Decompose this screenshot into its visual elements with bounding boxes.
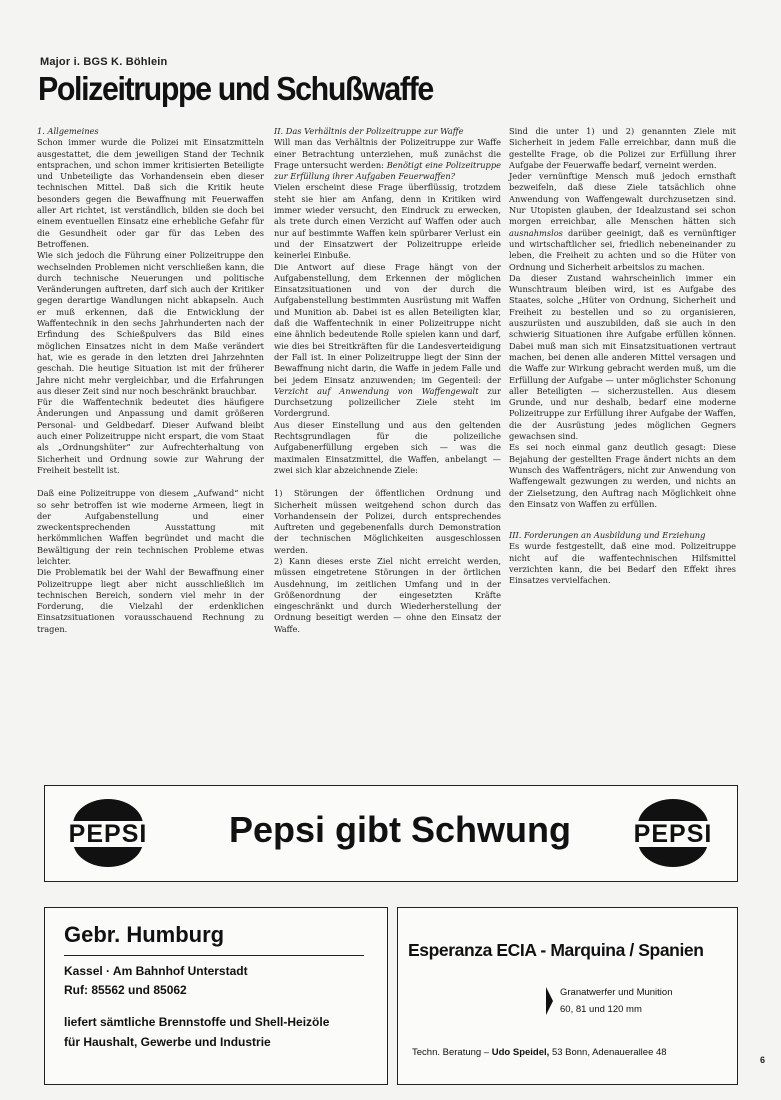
paragraph	[274, 262, 501, 420]
company-name: Gebr. Humburg	[64, 922, 225, 947]
pepsi-logo-icon	[620, 799, 726, 867]
arrow-mark-icon	[546, 987, 553, 1015]
paragraph-text: darüber geeinigt, daß es vernünftiger und wirtschaftlicher sei, friedlich nebeneinander zu leben, die Freiheit zu achten und so die Hüter von Ordnung und Sicherheit arbeitslos zu machen.	[509, 227, 736, 272]
article-author: Major i. BGS K. Böhlein	[40, 56, 168, 68]
paragraph: Schon immer wurde die Polizei mit Einsatzmitteln ausgestattet, die dem jeweiligen Stand der Technik entsprachen, und schon immer kritisierten Beteiligte und Unbeteiligte das Vorhandensein eben dieser technischen Mittel. Daß sich die Kritik heute besonders gegen die Bewaffnung mit Feuerwaffen aller Art richtet, ist verständlich, bilden sie doch bei einem eventuellen Einsatz eine erhebliche Gefahr für die Gesundheit oder gar für das Leben des Betroffenen.	[37, 137, 264, 249]
divider	[64, 955, 364, 956]
pepsi-slogan: Pepsi gibt Schwung	[228, 809, 572, 850]
article-column-3	[509, 126, 736, 587]
emphasis-text: Verzicht auf Anwendung von Waffengewalt	[274, 385, 479, 396]
paragraph: Sind die unter 1) und 2) genannten Ziele mit Sicherheit in jedem Falle erreichbar, dann muß die gestellte Frage, ob die Polizei zur Erfüllung ihrer Aufgabe der Feuerwaffe bedarf, verneint werden.	[509, 126, 736, 170]
pepsi-logo-text: PEPSI	[55, 821, 161, 847]
paragraph: Wie sich jedoch die Führung einer Polizeitruppe den wechselnden Problemen nicht verschließen kann, die durch technische Neuerungen und politische Veränderungen auftreten, darf sich auch der Kritiker gegen derartige Wandlungen nicht abkapseln. Auch er muß erkennen, daß die Entwicklung der Waffentechnik in den sechs Jahrhunderten nach der Erfindung des Schießpulvers das Bild eines möglichen Einsatzes nicht in dem Maße verändert hat, wie es gerade in den letzten drei Jahrzehnten geschah. Die heutige Situation ist mit der früherer Jahre nicht mehr vergleichbar, und die Erfahrungen aus dieser Zeit sind nur noch beschränkt brauchbar.	[37, 250, 264, 396]
pepsi-logo-icon	[55, 799, 161, 867]
contact-line	[412, 1047, 667, 1058]
emphasis-text: ausnahmslos	[509, 227, 563, 238]
paragraph-text: Die Antwort auf diese Frage hängt von der Aufgabenstellung, dem Erkennen der möglichen Einsatzsituationen und von der durch die Aufgabenstellung bestimmten Ausrüstung mit Waffen und Munition ab. Dabei ist es allen Beteiligten klar, daß die Waffentechnik in einer Polizeitruppe nicht eine ähnlich bedeutende Rolle spielen kann und darf, wie dies bei Streitkräften für die Landesverteidigung der Fall ist. In einer Polizeitruppe liegt der Sinn der Bewaffnung nicht darin, die Waffe in jedem Falle und bei jedem Einsatz anzuwenden; im Gegenteil: der	[274, 261, 501, 385]
humburg-advertisement	[44, 907, 388, 1085]
paragraph: Daß eine Polizeitruppe von diesem „Aufwand“ nicht so sehr betroffen ist wie moderne Armeen, liegt in der Aufgabenstellung und einer zweckentsprechenden Ausstattung mit herkömmlichen Waffen begründet und macht die Bewältigung der rein technischen Probleme etwas leichter.	[37, 488, 264, 566]
paragraph	[509, 171, 736, 273]
paragraph-text: Will man das Verhältnis der Polizeitruppe zur Waffe einer Betrachtung unterziehen, muß zunächst die Frage untersucht werden:	[274, 137, 501, 170]
goal-1: 1) Störungen der öffentlichen Ordnung und Sicherheit müssen weitgehend schon durch das Vorhandensein der Polizei, durch entsprechendes Auftreten und gegebenenfalls durch Demonstration der technischen Möglichkeiten ausgeschlossen werden.	[274, 488, 501, 555]
paragraph-text: zur Durchsetzung polizeilicher Ziele steht im Vordergrund.	[274, 385, 501, 419]
company-phone: Ruf: 85562 und 85062	[64, 983, 187, 997]
section-heading-3: III. Forderungen an Ausbildung und Erziehung	[509, 530, 706, 541]
ad-text-line: für Haushalt, Gewerbe und Industrie	[64, 1035, 271, 1049]
paragraph: Die Problematik bei der Wahl der Bewaffnung einer Polizeitruppe liegt aber nicht ausschließlich im technischen Bereich, sondern viel mehr in der Forderung, die Vielzahl der erdenklichen Einsatzsituationen vorausschauend Rechnung zu tragen.	[37, 567, 264, 634]
paragraph: Vielen erscheint diese Frage überflüssig, trotzdem steht sie hier am Anfang, denn in Kritiken wird immer wieder versucht, den Eindruck zu erwecken, als trete durch einen Verzicht auf Waffen oder auch nur auf bestimmte Waffen kein spürbarer Verlust ein und der Einsatzwert der Polizeitruppe erleide keinerlei Einbuße.	[274, 182, 501, 261]
contact-address: 53 Bonn, Adenauerallee 48	[551, 1047, 667, 1058]
paragraph-text: Jeder vernünftige Mensch muß jedoch ernsthaft bezweifeln, daß diese Ziele tatsächlich ohne Anwendung von Waffengewalt durchzusetzen sind. Nur Utopisten glauben, der Idealzustand sei schon morgen erreichbar, alle Menschen hätten sich	[509, 171, 736, 227]
page-number: 6	[760, 1055, 766, 1065]
paragraph: Aus dieser Einstellung und aus den geltenden Rechtsgrundlagen für die polizeiliche Aufgabenerfüllung ergeben sich — was die maximalen Einsatzmittel, die Waffen, anbelangt — zwei sich klar abzeichnende Ziele:	[274, 419, 501, 475]
company-headline: Esperanza ECIA - Marquina / Spanien	[408, 940, 704, 960]
paragraph	[274, 137, 501, 182]
product-line: 60, 81 und 120 mm	[560, 1004, 642, 1015]
esperanza-advertisement	[397, 907, 738, 1085]
article-column-1	[37, 126, 264, 635]
paragraph: Für die Waffentechnik bedeutet dies häufigere Änderungen und Anpassung und damit größeren Personal- und Geldbedarf. Dieser Aufwand bleibt auch einer Polizeitruppe nicht erspart, die vom Staat als „Ordnungshüter“ zur Aufrechterhaltung von Sicherheit und Ordnung sowie zur Wahrung der Freiheit bestellt ist.	[37, 397, 264, 475]
key-question: Benötigt eine Polizeitruppe zur Erfüllung ihrer Aufgaben Feuerwaffen?	[274, 159, 501, 182]
contact-prefix: Techn. Beratung –	[412, 1047, 490, 1058]
section-heading-2: II. Das Verhältnis der Polizeitruppe zur Waffe	[274, 126, 464, 136]
article-title: Polizeitruppe und Schußwaffe	[38, 70, 433, 107]
ad-text-line: liefert sämtliche Brennstoffe und Shell-Heizöle	[64, 1015, 330, 1029]
pepsi-advertisement	[44, 785, 738, 882]
paragraph: Es sei noch einmal ganz deutlich gesagt: Diese Bejahung der gestellten Frage ändert nichts an dem Wunsch des Waffenträgers, nicht zur Anwendung von Waffengewalt gezwungen zu werden, und nichts an der Zielsetzung, den Auftrag nach Möglichkeit ohne den Einsatz von Waffen zu erfüllen.	[509, 442, 736, 509]
product-line: Granatwerfer und Munition	[560, 987, 673, 998]
contact-name: Udo Speidel,	[491, 1047, 550, 1058]
pepsi-logo-text: PEPSI	[620, 821, 726, 847]
paragraph: Es wurde festgestellt, daß eine mod. Polizeitruppe nicht auf die waffentechnischen Hilfsmittel verzichten kann, die bei Bedarf den Effekt ihres Einsatzes vervielfachen.	[509, 541, 736, 586]
paragraph: Da dieser Zustand wahrscheinlich immer ein Wunschtraum bleiben wird, ist es Aufgabe des Staates, solche „Hüter von Ordnung, Sicherheit und Freiheit zu bestellen und so zu organisieren, auszurüsten und auszubilden, daß sie auch in den schwierig Situationen ihre Aufgabe erfüllen können. Dabei muß man sich mit Einsatzsituationen vertraut machen, bei denen alle anderen Mittel versagen und die Waffe zur Wirkung gebracht werden muß, um die Erfüllung der Aufgabe — unter möglichster Schonung aller Beteiligten — sicherzustellen. Aus diesem Grunde, und nur deshalb, bedarf eine moderne Polizeitruppe zur Erfüllung ihrer Aufgabe der Waffen, die der Ausrüstung jedes möglichen Gegners gewachsen sind.	[509, 272, 736, 442]
company-address: Kassel · Am Bahnhof Unterstadt	[64, 964, 248, 978]
article-column-2	[274, 126, 501, 635]
section-heading-1: 1. Allgemeines	[37, 126, 99, 136]
goal-2: 2) Kann dieses erste Ziel nicht erreicht werden, müssen eingetretene Störungen in der örtlichen Ausdehnung, im zeitlichen Umfang und in der Größenordnung der eingesetzten Kräfte eingeschränkt und durch Wiederherstellung der Ordnung beseitigt werden — ohne den Einsatz der Waffe.	[274, 555, 501, 634]
